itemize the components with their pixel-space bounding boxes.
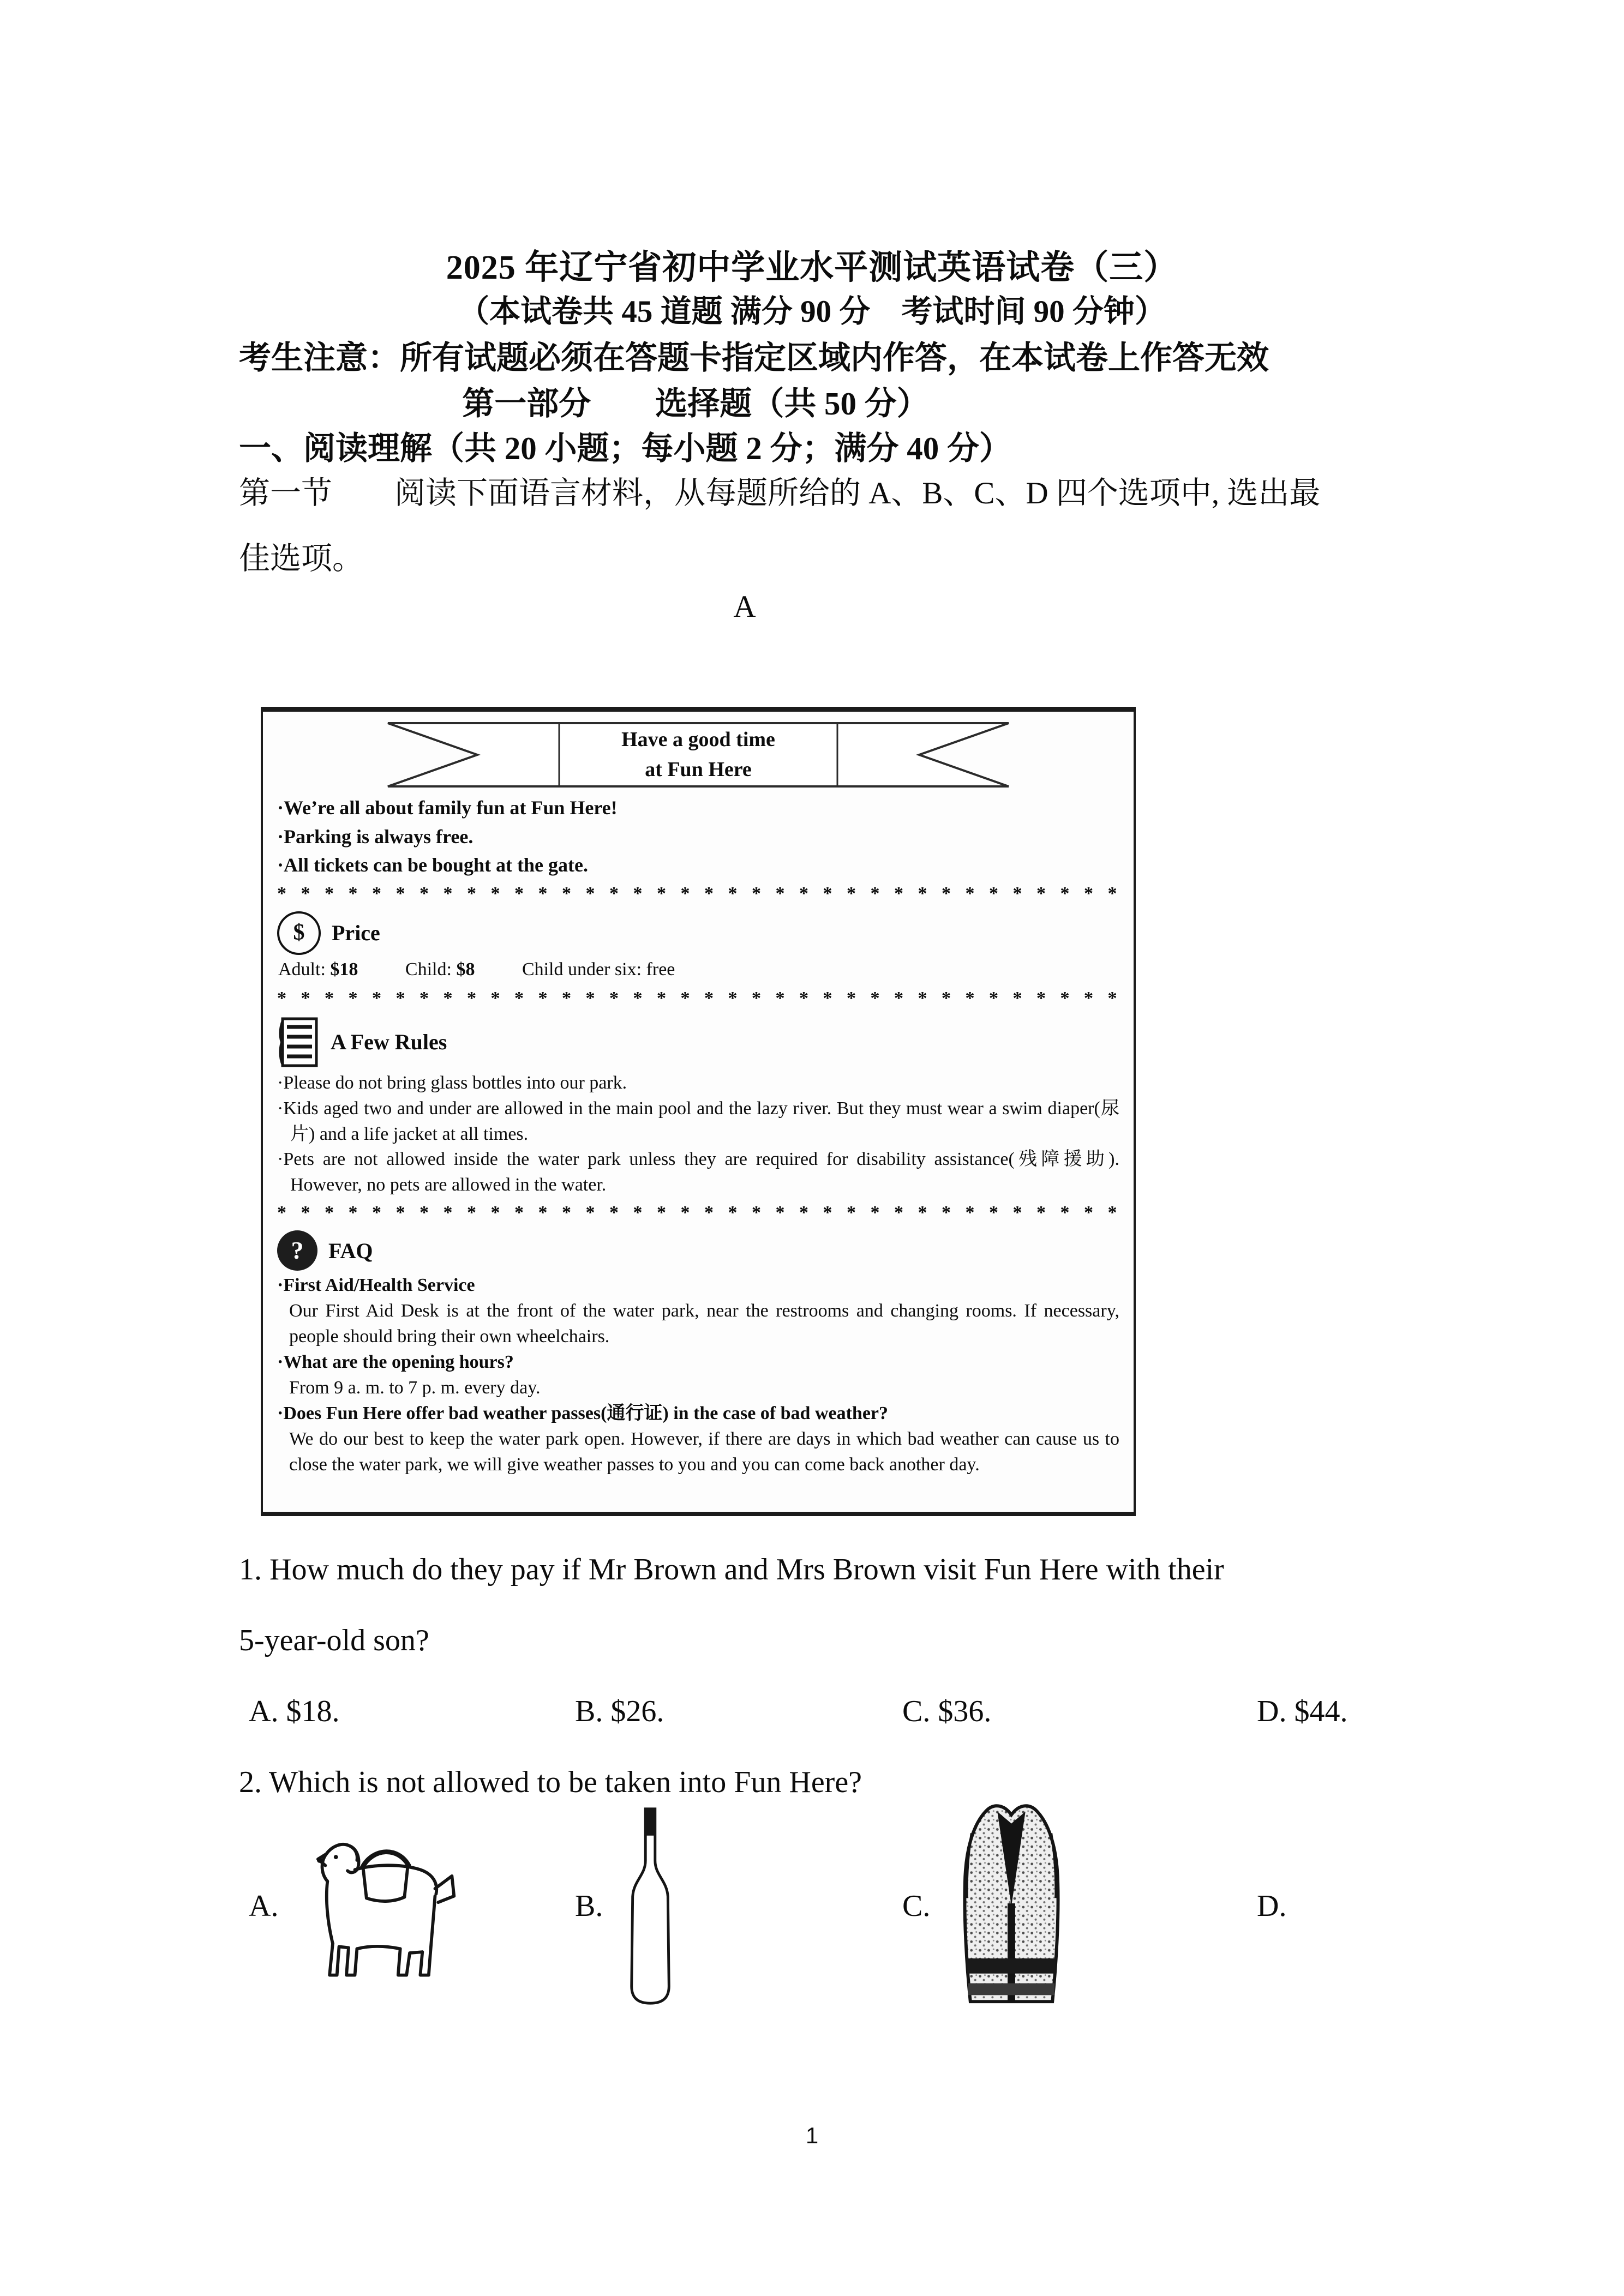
section1-heading: 一、阅读理解（共 20 小题；每小题 2 分；满分 40 分） xyxy=(239,430,1012,466)
faq-answer: From 9 a. m. to 7 p. m. every day. xyxy=(289,1377,541,1398)
question-2-options xyxy=(239,1800,1439,2012)
banner-text xyxy=(621,725,775,785)
banner-line2: at Fun Here xyxy=(645,758,752,781)
life-jacket-image xyxy=(952,1801,1071,2011)
faq-answer: Our First Aid Desk is at the front of the water park, near the restrooms and changing rooms. If necessary, people should bring their own wheelchairs. xyxy=(289,1301,1119,1347)
price-heading-row xyxy=(277,911,1119,955)
page-number: 1 xyxy=(805,2123,819,2148)
dollar-circle-icon: $ xyxy=(277,911,321,955)
candidate-notice: 考生注意：所有试题必须在答题卡指定区域内作答，在本试卷上作答无效 xyxy=(239,340,1269,376)
q2-option-b-label: B. xyxy=(575,1889,603,1923)
star-divider: * * * * * * * * * * * * * * * * * * * * * * * * * * * * * * * * * * * * xyxy=(277,883,1118,904)
fun-here-flyer xyxy=(261,707,1136,1516)
guide-dog-image xyxy=(300,1818,458,1994)
rules-list-icon xyxy=(277,1016,320,1068)
q2-option-d-label: D. xyxy=(1257,1889,1287,1923)
section1-instruction-line2: 佳选项。 xyxy=(239,542,363,576)
exam-title: 2025 年辽宁省初中学业水平测试英语试卷（三） xyxy=(446,249,1178,286)
flyer-intro xyxy=(277,795,1119,879)
flyer-banner xyxy=(385,720,1012,789)
part1-heading: 第一部分 选择题（共 50 分） xyxy=(462,386,929,422)
question-1-text-line1: 1. How much do they pay if Mr Brown and Mrs Brown visit Fun Here with their xyxy=(239,1553,1224,1586)
rule-item: ·Pets are not allowed inside the water park unless they are required for disability assistance(残障援助). However, no pets are allowed in the water. xyxy=(277,1149,1119,1195)
q1-option-d: D. $44. xyxy=(1257,1694,1348,1728)
rules-heading-row xyxy=(277,1016,1119,1068)
faq-answer: We do our best to keep the water park open. However, if there are days in which bad weather can cause us to close the water park, we will give weather passes to you and you can come back another day. xyxy=(289,1428,1119,1475)
price-line xyxy=(278,957,1119,983)
q2-option-a-label: A. xyxy=(249,1889,279,1923)
q1-option-c: C. $36. xyxy=(902,1694,992,1728)
q2-option-c-label: C. xyxy=(902,1889,931,1923)
q1-option-b: B. $26. xyxy=(575,1694,664,1728)
q2-option-c xyxy=(902,1800,1071,2012)
adult-price: Adult: $18 xyxy=(278,959,358,979)
faq-heading: FAQ xyxy=(328,1238,373,1263)
faq-question-icon: ? xyxy=(277,1230,317,1271)
question-2-text: 2. Which is not allowed to be taken into Fun Here? xyxy=(239,1765,862,1799)
q2-option-a xyxy=(249,1800,458,2012)
star-divider: * * * * * * * * * * * * * * * * * * * * * * * * * * * * * * * * * * * * xyxy=(277,1203,1118,1223)
faq-heading-row xyxy=(277,1230,1119,1271)
passage-label: A xyxy=(733,590,756,624)
flyer-intro-bullet: ·We’re all about family fun at Fun Here! xyxy=(277,797,618,819)
faq-question: ·First Aid/Health Service xyxy=(277,1275,475,1296)
q2-option-b xyxy=(575,1800,676,2012)
star-divider: * * * * * * * * * * * * * * * * * * * * * * * * * * * * * * * * * * * * xyxy=(277,988,1118,1008)
q1-option-a: A. $18. xyxy=(249,1694,340,1728)
banner-line1: Have a good time xyxy=(621,728,775,751)
rule-item: ·Please do not bring glass bottles into our park. xyxy=(277,1072,627,1093)
question-1-options xyxy=(239,1694,1439,1743)
rule-item: ·Kids aged two and under are allowed in the main pool and the lazy river. But they must wear a swim diaper(尿片) and a life jacket at all times. xyxy=(277,1098,1119,1144)
rules-heading: A Few Rules xyxy=(331,1030,447,1055)
under-six-price: Child under six: free xyxy=(522,959,675,979)
price-heading: Price xyxy=(332,921,380,946)
child-price: Child: $8 xyxy=(405,959,475,979)
flyer-intro-bullet: ·All tickets can be bought at the gate. xyxy=(277,854,588,876)
question-1-text-line2: 5-year-old son? xyxy=(239,1624,429,1657)
section1-instruction-line1: 第一节 阅读下面语言材料，从每题所给的 A、B、C、D 四个选项中, 选出最 xyxy=(239,476,1321,510)
faq-question: ·What are the opening hours? xyxy=(277,1351,514,1372)
q2-option-d xyxy=(1257,1800,1286,2012)
faq-question: ·Does Fun Here offer bad weather passes(通行证) in the case of bad weather? xyxy=(277,1403,889,1423)
glass-bottle-image xyxy=(625,1805,676,2008)
exam-subtitle: （本试卷共 45 道题 满分 90 分 考试时间 90 分钟） xyxy=(458,294,1166,329)
flyer-intro-bullet: ·Parking is always free. xyxy=(277,825,474,848)
